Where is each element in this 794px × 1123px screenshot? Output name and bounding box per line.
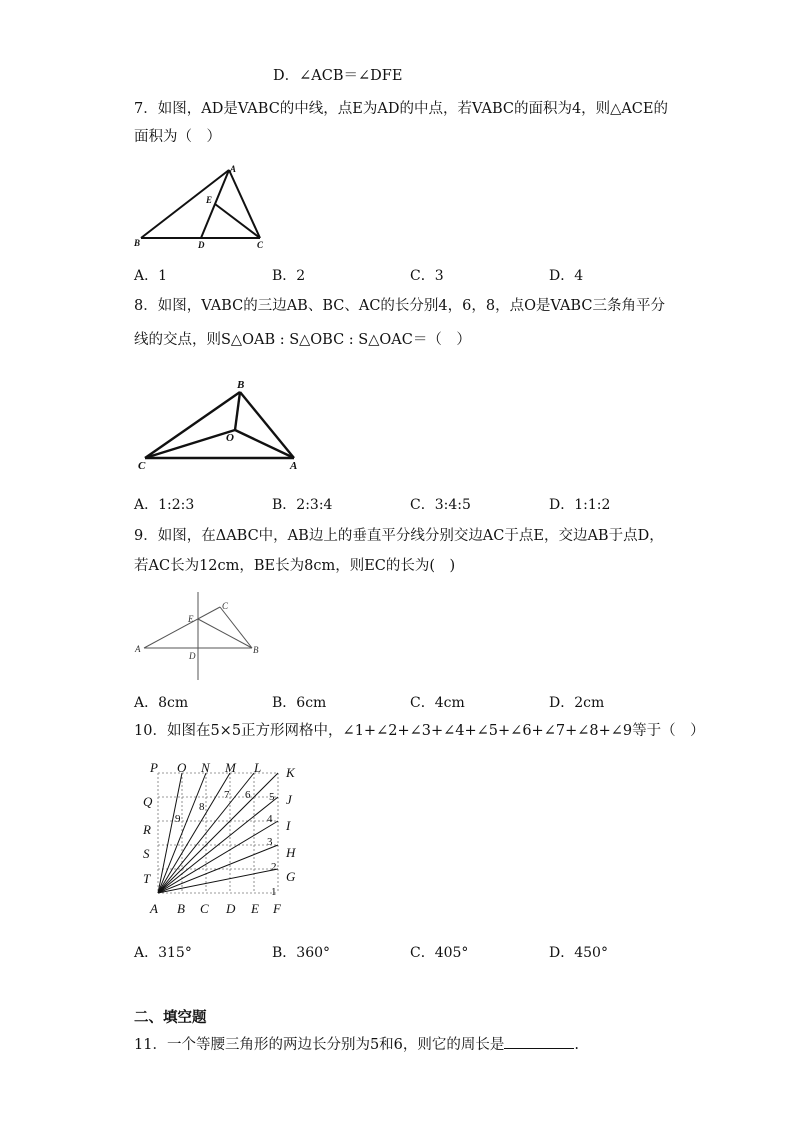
q6-option-d: D．∠ACB＝∠DFE (273, 68, 403, 84)
section-fill-in-title: 二、填空题 (134, 1009, 207, 1026)
angle-number-8: 8 (199, 801, 205, 813)
angle-number-9: 9 (175, 813, 181, 825)
q10-option-c: C．405° (410, 945, 469, 961)
q9-option-d: D．2cm (549, 695, 605, 711)
q7-option-d: D．4 (549, 268, 584, 284)
q9-option-c: C．4cm (410, 695, 465, 711)
grid-label-t: T (143, 871, 151, 886)
grid-label-i: I (286, 818, 291, 833)
angle-number-4: 4 (267, 813, 273, 825)
q10-stem: 10．如图在5×5正方形网格中，∠1+∠2+∠3+∠4+∠5+∠6+∠7+∠8+∠9等于（ ） (134, 723, 705, 739)
grid-label-a: A (150, 901, 158, 916)
angle-number-7: 7 (224, 789, 230, 801)
q10-grid-figure (138, 760, 308, 920)
grid-label-m: M (225, 760, 236, 775)
q7-stem-line2: 面积为（ ） (134, 129, 221, 145)
q7-stem-line1: 7．如图，AD是VABC的中线，点E为AD的中点，若VABC的面积为4，则△ACE的 (134, 101, 668, 117)
q8-triangle-figure (132, 375, 312, 475)
q7-option-c: C．3 (410, 268, 444, 284)
q9-option-a: A．8cm (134, 695, 189, 711)
grid-label-c: C (200, 901, 209, 916)
q8-label-a: A (290, 460, 298, 472)
q7-option-a: A．1 (134, 268, 168, 284)
q9-label-d: D (189, 651, 196, 661)
grid-label-j: J (286, 792, 292, 807)
q8-option-d: D．1:1:2 (549, 497, 611, 513)
grid-label-o: O (177, 760, 187, 775)
grid-label-d: D (226, 901, 236, 916)
grid-label-s: S (143, 846, 150, 861)
grid-label-q: Q (143, 794, 153, 809)
q11-answer-blank[interactable] (504, 1034, 574, 1049)
grid-label-k: K (286, 765, 295, 780)
q11-text: 11．一个等腰三角形的两边长分别为5和6，则它的周长是 (134, 1037, 505, 1053)
grid-label-b: B (177, 901, 185, 916)
q7-triangle-figure (130, 160, 280, 252)
q7-option-b: B．2 (272, 268, 306, 284)
q7-label-d: D (198, 240, 205, 250)
q9-stem-line1: 9．如图，在ΔABC中，AB边上的垂直平分线分别交边AC于点E，交边AB于点D， (134, 528, 664, 544)
q9-label-c: C (222, 601, 229, 611)
angle-number-2: 2 (271, 861, 277, 873)
q9-label-b: B (253, 645, 259, 655)
angle-number-1: 1 (271, 886, 277, 898)
q8-option-b: B．2:3:4 (272, 497, 333, 513)
grid-label-h: H (286, 845, 296, 860)
q11-end: . (574, 1037, 580, 1053)
q10-option-a: A．315° (134, 945, 192, 961)
q7-label-a: A (230, 164, 237, 174)
q8-option-a: A．1:2:3 (134, 497, 195, 513)
q8-label-o: O (226, 432, 234, 444)
grid-label-r: R (143, 822, 151, 837)
grid-label-e: E (251, 901, 259, 916)
grid-label-n: N (201, 760, 210, 775)
q7-label-e: E (206, 195, 213, 205)
q10-option-d: D．450° (549, 945, 608, 961)
q10-option-b: B．360° (272, 945, 331, 961)
q8-label-b: B (237, 379, 245, 391)
q11-question (134, 1034, 579, 1055)
q7-label-b: B (134, 238, 141, 248)
q9-option-b: B．6cm (272, 695, 327, 711)
grid-label-l: L (254, 760, 262, 775)
q8-option-c: C．3:4:5 (410, 497, 471, 513)
q7-label-c: C (257, 240, 264, 250)
q8-label-c: C (138, 460, 146, 472)
q8-stem-line2: 线的交点，则S△OAB : S△OBC : S△OAC＝（ ） (134, 332, 471, 348)
grid-label-p: P (150, 760, 158, 775)
angle-number-6: 6 (245, 789, 251, 801)
q9-label-e: E (188, 614, 194, 624)
q9-stem-line2: 若AC长为12cm，BE长为8cm，则EC的长为( ) (134, 558, 456, 574)
grid-label-g: G (286, 869, 296, 884)
q9-triangle-figure (132, 590, 272, 682)
angle-number-5: 5 (269, 791, 275, 803)
q9-label-a: A (135, 644, 141, 654)
angle-number-3: 3 (267, 836, 273, 848)
q8-stem-line1: 8．如图，VABC的三边AB、BC、AC的长分别4，6，8，点O是VABC三条角平分 (134, 298, 665, 314)
grid-label-f: F (273, 901, 281, 916)
